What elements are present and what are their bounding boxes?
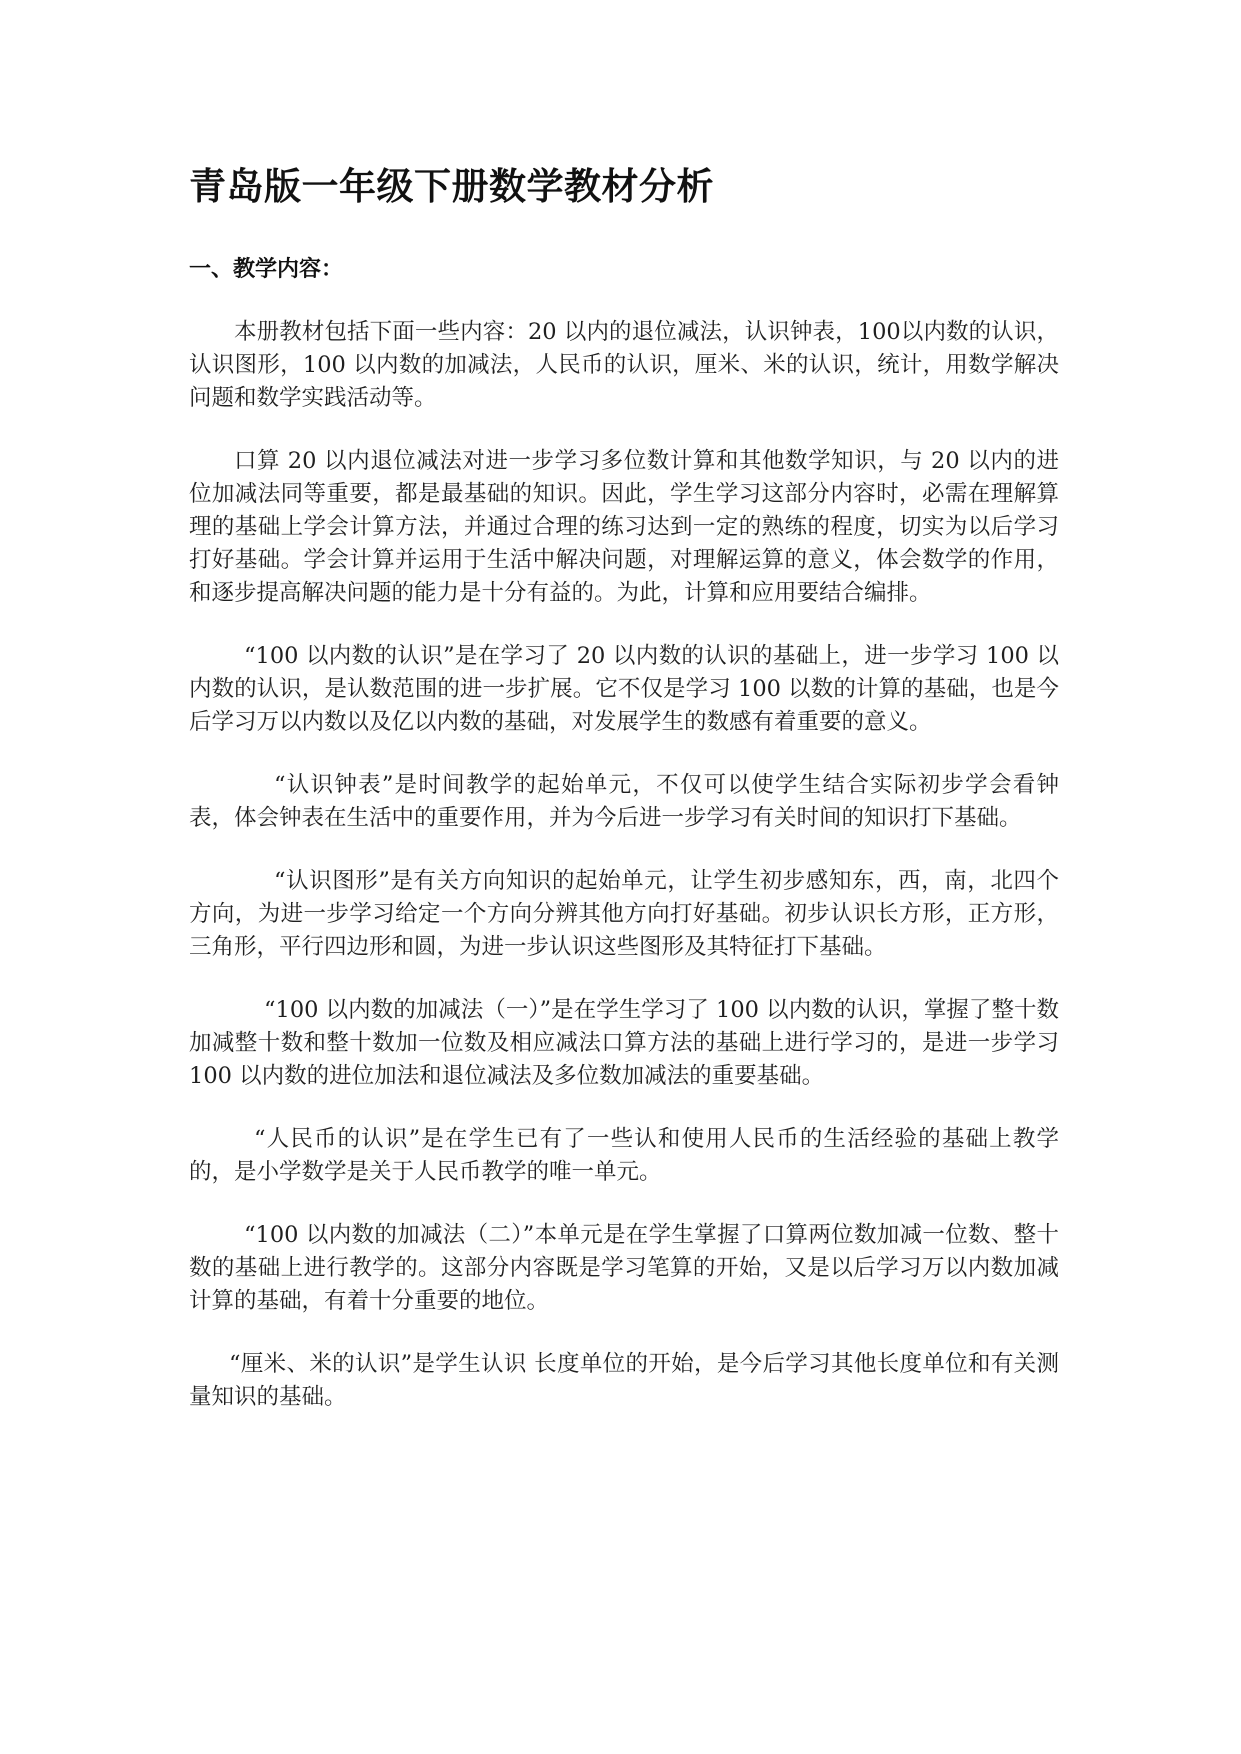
- paragraph-overview: 本册教材包括下面一些内容：20 以内的退位减法，认识钟表，100以内数的认识，认识图形，100 以内数的加减法，人民币的认识，厘米、米的认识，统计，用数学解决问题和数学实践活动等。: [189, 319, 1059, 411]
- paragraph-length-units: “厘米、米的认识”是学生认识 长度单位的开始，是今后学习其他长度单位和有关测量知识的基础。: [189, 1351, 1059, 1410]
- paragraph-clock: “认识钟表”是时间教学的起始单元，不仅可以使学生结合实际初步学会看钟表，体会钟表在生活中的重要作用，并为今后进一步学习有关时间的知识打下基础。: [189, 772, 1059, 831]
- paragraph-addition-subtraction-1: “100 以内数的加减法（一）”是在学生学习了 100 以内数的认识，掌握了整十数加减整十数和整十数加一位数及相应减法口算方法的基础上进行学习的，是进一步学习 100 以内数的进位加法和退位减法及多位数加减法的重要基础。: [189, 997, 1059, 1089]
- paragraph-addition-subtraction-2: “100 以内数的加减法（二）”本单元是在学生掌握了口算两位数加减一位数、整十数的基础上进行教学的。这部分内容既是学习笔算的开始，又是以后学习万以内数加减计算的基础，有着十分重要的地位。: [189, 1222, 1059, 1314]
- paragraph-rmb: “人民币的认识”是在学生已有了一些认和使用人民币的生活经验的基础上教学的，是小学数学是关于人民币教学的唯一单元。: [189, 1126, 1059, 1185]
- paragraph-shapes: “认识图形”是有关方向知识的起始单元，让学生初步感知东，西，南，北四个方向，为进一步学习给定一个方向分辨其他方向打好基础。初步认识长方形，正方形，三角形，平行四边形和圆，为进一步认识这些图形及其特征打下基础。: [189, 868, 1059, 960]
- document-page: [189, 160, 1059, 1414]
- section-heading-teaching-content: 一、教学内容：: [189, 256, 344, 282]
- paragraph-subtraction-within-20: 口算 20 以内退位减法对进一步学习多位数计算和其他数学知识，与 20 以内的进位加减法同等重要，都是最基础的知识。因此，学生学习这部分内容时，必需在理解算理的基础上学会计算方法，并通过合理的练习达到一定的熟练的程度，切实为以后学习打好基础。学会计算并运用于生活中解决问题，对理解运算的意义，体会数学的作用，和逐步提高解决问题的能力是十分有益的。为此，计算和应用要结合编排。: [189, 448, 1059, 606]
- paragraph-numbers-within-100: “100 以内数的认识”是在学习了 20 以内数的认识的基础上，进一步学习 100 以内数的认识，是认数范围的进一步扩展。它不仅是学习 100 以数的计算的基础，也是今后学习万以内数以及亿以内数的基础，对发展学生的数感有着重要的意义。: [189, 643, 1059, 735]
- document-title: 青岛版一年级下册数学教材分析: [189, 164, 714, 208]
